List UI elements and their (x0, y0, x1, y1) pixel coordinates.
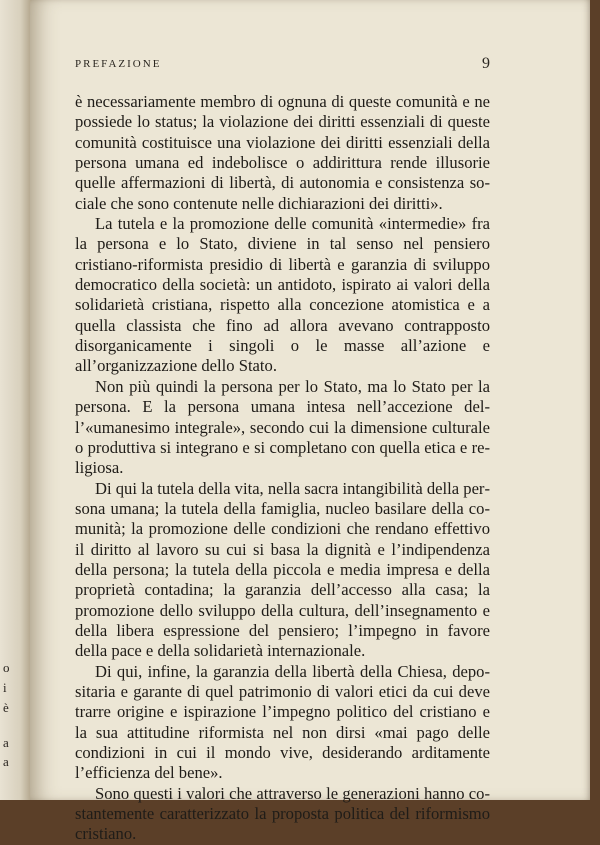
running-title: PREFAZIONE (75, 58, 162, 70)
book-page (30, 0, 590, 844)
body-text (75, 92, 490, 845)
paragraph: Di qui la tutela della vita, nella sacra intangibilità della persona umana; la tutela della famiglia, nucleo basilare della comunità; la promozione delle condizioni che rendano effettivo il diritto al lavoro su cui si basa la dignità e l’indipendenza della persona; la tutela della piccola e media impresa e della proprietà contadina; la garanzia dell’accesso alla casa; la promozione dello sviluppo della cultura, dell’insegnamento e della libera espressione del pensiero; l’impegno in favore della pace e della solidarietà internazionale. (75, 478, 490, 661)
paragraph: Non più quindi la persona per lo Stato, ma lo Stato per la persona. E la persona umana intesa nell’accezione dell’«umanesimo integrale», secondo cui la dimensione culturale o produttiva si integrano e si completano con quella etica e religiosa. (75, 376, 490, 478)
left-page-glyph: o (3, 660, 10, 675)
left-page-glyph: i (3, 680, 7, 695)
running-header (75, 55, 490, 74)
left-page-glyph: a (3, 754, 9, 769)
paragraph: Di qui, infine, la garanzia della libertà della Chiesa, depositaria e garante di quel patrimonio di valori etici da cui deve trarre origine e ispirazione l’impegno politico del cristiano e la sua attitudine riformista nel non dirsi «mai pago delle condizioni in cui il mondo vive, desiderando arditamente l’efficienza del bene». (75, 661, 490, 783)
adjacent-left-page-edge (0, 0, 34, 800)
left-page-glyph: a (3, 735, 9, 750)
paragraph: è necessariamente membro di ognuna di queste comunità e ne possiede lo status; la violazione dei diritti essenziali di queste comunità costituisce una violazione dei diritti essenziali della persona umana ed indebolisce o addirittura rende illusorie quelle affermazioni di libertà, di autonomia e consistenza sociale che sono contenute nelle dichiarazioni dei diritti». (75, 92, 490, 213)
page-number: 9 (482, 55, 490, 72)
left-page-glyph: è (3, 700, 9, 715)
paragraph: Sono questi i valori che attraverso le generazioni hanno costantemente caratterizzato la proposta politica del riformismo cristiano. (75, 783, 490, 844)
paragraph: La tutela e la promozione delle comunità «intermedie» fra la persona e lo Stato, diviene in tal senso nel pensiero cristiano-riformista presidio di libertà e garanzia di sviluppo democratico della società: un antidoto, ispirato ai valori della solidarietà cristiana, rispetto alla concezione atomistica e a quella classista che fino ad allora avevano contrapposto disorganicamente i singoli o le masse all’azione e all’organizzazione dello Stato. (75, 214, 490, 376)
